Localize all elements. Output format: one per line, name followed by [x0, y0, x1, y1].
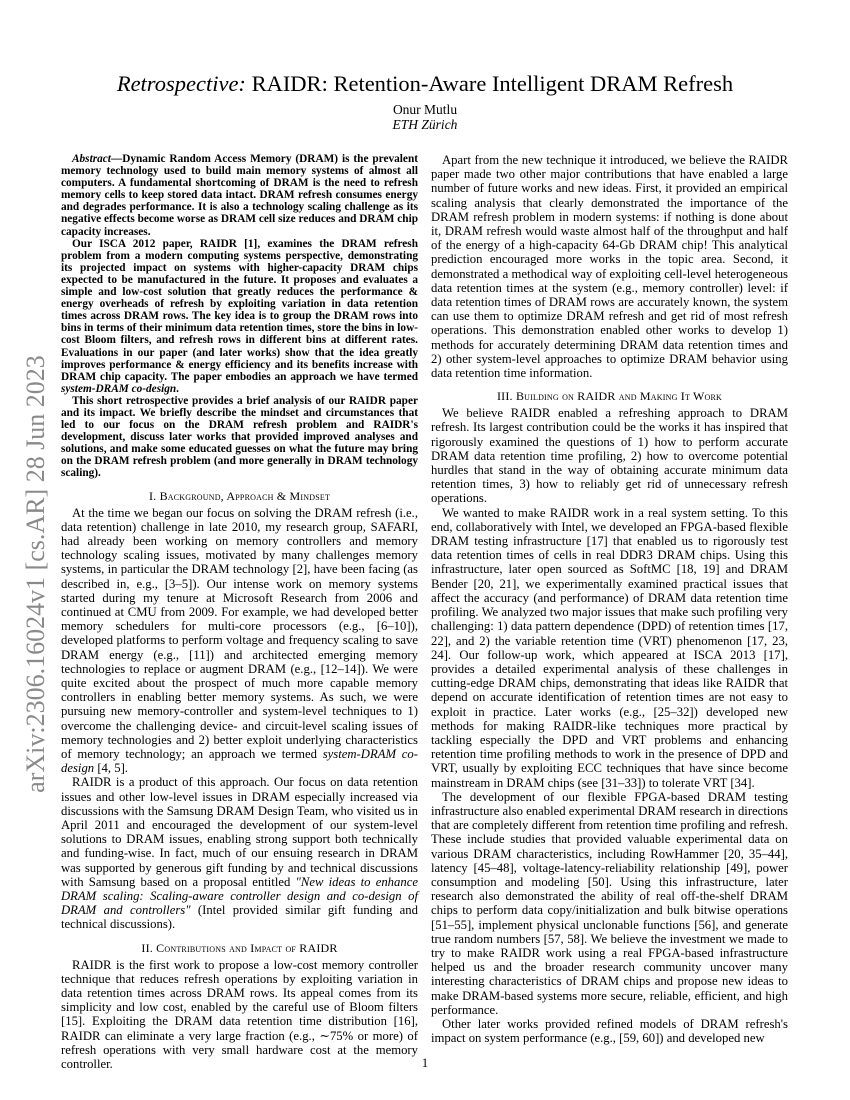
title-main: RAIDR: Retention-Aware Intelligent DRAM Refresh	[245, 71, 734, 96]
abstract-text-2-end: .	[176, 382, 179, 395]
section1-emphasis-1: system-DRAM co-design	[61, 746, 418, 776]
section-title: Building on RAIDR and Making It Work	[515, 389, 723, 404]
section-title: Background, Approach & Mindset	[159, 488, 331, 503]
title-italic-prefix: Retrospective:	[116, 71, 246, 96]
abstract-paragraph-2	[61, 238, 418, 395]
section3-paragraph-4: Other later works provided refined models of DRAM refresh's impact on system performance (e.g., [59, 60]) and developed new	[431, 1016, 788, 1046]
section3-paragraph-2: We wanted to make RAIDR work in a real system setting. To this end, collaboratively with Intel, we developed an FPGA-based flexible DRAM testing infrastructure [17] that enabled us to rigorously test data retention times of cells in real DDR3 DRAM chips. Using this infrastructure, later open sourced as SoftMC [18, 19] and DRAM Bender [20, 21], we experimentally examined practical issues that affect the accuracy (and performance) of DRAM data retention time profiling. We analyzed two major issues that make such profiling very challenging: 1) data pattern dependence (DPD) of retention times [17, 22], and 2) the variable retention time (VRT) phenomenon [17, 23, 24]. Our follow-up work, which appeared at ISCA 2013 [17], provides a detailed experimental analysis of these challenges in cutting-edge DRAM chips, demonstrating that ideas like RAIDR that depend on accurate identification of retention times are not easy to exploit in practice. Later works (e.g., [25–32]) developed new methods for making RAIDR-like techniques more practical by tackling especially the DPD and VRT problems and enhancing retention time profiling methods to work in the presence of DPD and VRT, usually by exploiting ECC techniques that have since become mainstream in DRAM chips (see [31–33]) to tolerate VRT [34].	[431, 505, 788, 790]
section3-paragraph-1: We believe RAIDR enabled a refreshing approach to DRAM refresh. Its largest contribution could be the works it has inspired that rigorously examined the questions of 1) how to perform accurate DRAM data retention time profiling, 2) how to overcome potential hurdles that stand in the way of obtaining accurate minimum data retention times, 3) how to reliably get rid of unnecessary refresh operations.	[431, 406, 788, 506]
abstract-paragraph-3: This short retrospective provides a brief analysis of our RAIDR paper and its impact. We briefly describe the mindset and circumstances that led to our focus on the DRAM refresh problem and RAIDR's development, discuss later works that provided improved analyses and solutions, and make some educated guesses on what the future may bring on the DRAM refresh problem (and more generally in DRAM technology scaling).	[61, 394, 418, 480]
section-heading-2	[61, 941, 418, 955]
author-affiliation: ETH Zürich	[392, 117, 458, 132]
section2-paragraph-1: RAIDR is the first work to propose a low-cost memory controller technique that reduces refresh operations by exploiting variation in data retention times across DRAM rows. Its appeal comes from its simplicity and low cost, enabled by the careful use of Bloom filters [15]. Exploiting the DRAM data retention time distribution [16], RAIDR can eliminate a very large fraction (e.g., ∼75% or more) of refresh operations with very small hardware cost at the memory controller.	[61, 957, 418, 1072]
paper-header	[60, 70, 790, 132]
section1-text-1: At the time we began our focus on solving the DRAM refresh (i.e., data retention) challenge in late 2010, my research group, SAFARI, had already been working on memory controllers and memory technology scaling issues, motivated by many challenges memory systems, in particular the DRAM technology [2], have been facing (as described in, e.g., [3–5]). Our intense work on memory systems started during my tenure at Microsoft Research from 2006 and continued at CMU from 2009. For example, we had developed better memory schedulers for multi-core processors (e.g., [6–10]), developed platforms to perform voltage and frequency scaling to save DRAM energy (e.g., [11]) and architected emerging memory technologies to replace or augment DRAM (e.g., [12–14]). We were quite excited about the prospect of much more capable memory controllers in enabling better memory systems. As such, we were pursuing new memory-controller and system-level techniques to 1) overcome the challenging device- and circuit-level scaling issues of memory technologies and 2) better exploit underlying characteristics of memory technology; an approach we termed	[61, 505, 418, 761]
right-column	[431, 153, 788, 1045]
section1-paragraph-1	[61, 506, 418, 776]
left-column	[61, 153, 418, 1071]
section1-text-1-end: [4, 5].	[94, 761, 128, 776]
section-number: III.	[496, 389, 516, 404]
section1-text-2: RAIDR is a product of this approach. Our focus on data retention issues and other low-level issues in DRAM especially increased via discussions with the Samsung DRAM Design Team, who visited us in April 2011 and encouraged the development of our system-level solutions to DRAM issues, enabling strong support both technically and funding-wise. In fact, much of our ensuing research in DRAM was supported by generous gift funding by and technical discussions with Samsung based on a proposal entitled	[61, 775, 418, 889]
section3-paragraph-3: The development of our flexible FPGA-based DRAM testing infrastructure also enabled experimental DRAM research in directions that are completely different from retention time profiling and refresh. These include studies that provided valuable experimental data on various DRAM characteristics, including RowHammer [20, 35–44], latency [45–48], voltage-latency-reliability relationship [49], power consumption and modeling [50]. Using this infrastructure, later research also demonstrated the ability of real off-the-shelf DRAM chips to perform data copy/initialization and bulk bitwise operations [51–55], implement physical unclonable functions [56], and generate true random numbers [57, 58]. We believe the investment we made to try to make RAIDR work using a real FPGA-based infrastructure helped us and the broader research community uncover many interesting characteristics of DRAM chips and propose new ideas to make DRAM-based systems more secure, reliable, efficient, and high performance.	[431, 789, 788, 1017]
section1-emphasis-2: "New ideas to enhance DRAM scaling: Scaling-aware controller design and co-design of DRAM and controllers"	[61, 874, 418, 918]
author-name: Onur Mutlu	[392, 102, 458, 117]
section-title: Contributions and Impact of RAIDR	[156, 940, 338, 955]
abstract-emphasis: system-DRAM co-design	[61, 382, 177, 395]
section-heading-1	[61, 489, 418, 503]
section-number: I.	[148, 488, 160, 503]
page-number: 1	[421, 1056, 429, 1070]
section1-paragraph-2	[61, 775, 418, 931]
section-heading-3	[431, 389, 788, 403]
arxiv-identifier: arXiv:2306.16024v1 [cs.AR] 28 Jun 2023	[21, 355, 50, 793]
abstract	[61, 153, 418, 480]
abstract-text-1: —Dynamic Random Access Memory (DRAM) is the prevalent memory technology used to build main memory systems of almost all computers. A fundamental shortcoming of DRAM is the need to refresh memory cells to keep stored data intact. DRAM refresh consumes energy and degrades performance. It is also a technology scaling challenge as its negative effects become worse as DRAM cell size reduces and DRAM chip capacity increases.	[61, 153, 418, 238]
section1-text-2-end: (Intel provided similar gift funding and technical discussions).	[61, 903, 418, 932]
section2-paragraph-2: Apart from the new technique it introduced, we believe the RAIDR paper made two other major contributions that have enabled a large number of future works and new ideas. First, it provided an empirical scaling analysis that clearly demonstrated the importance of the DRAM refresh problem in modern systems: if nothing is done about it, DRAM refresh would waste almost half of the throughput and half of the energy of a high-capacity 64-Gb DRAM chip! This analytical prediction encouraged more works in the topic area. Second, it demonstrated a methodical way of exploiting cell-level heterogeneous data retention times at the system (e.g., memory controller) level: if data retention times of DRAM rows are accurately known, the system can use them to optimize DRAM refresh and get rid of most refresh operations. This demonstration enabled other works to develop 1) methods for accurately determining DRAM data retention times and 2) other system-level approaches to optimize DRAM behavior using data retention time information.	[431, 153, 788, 381]
paper-title	[60, 70, 790, 98]
abstract-text-2: Our ISCA 2012 paper, RAIDR [1], examines the DRAM refresh problem from a modern computing systems perspective, demonstrating its projected impact on systems with higher-capacity DRAM chips expected to be manufactured in the future. It proposes and evaluates a simple and low-cost solution that greatly reduces the performance & energy overheads of refresh by exploiting variation in data retention times across DRAM rows. The key idea is to group the DRAM rows into bins in terms of their minimum data retention times, store the bins in low-cost Bloom filters, and refresh rows in different bins at different rates. Evaluations in our paper (and later works) show that the idea greatly improves performance & energy efficiency and its benefits increase with DRAM chip capacity. The paper embodies an approach we have termed	[61, 237, 418, 383]
abstract-label: Abstract	[72, 153, 111, 165]
section-number: II.	[141, 940, 157, 955]
abstract-paragraph-1	[61, 153, 418, 238]
